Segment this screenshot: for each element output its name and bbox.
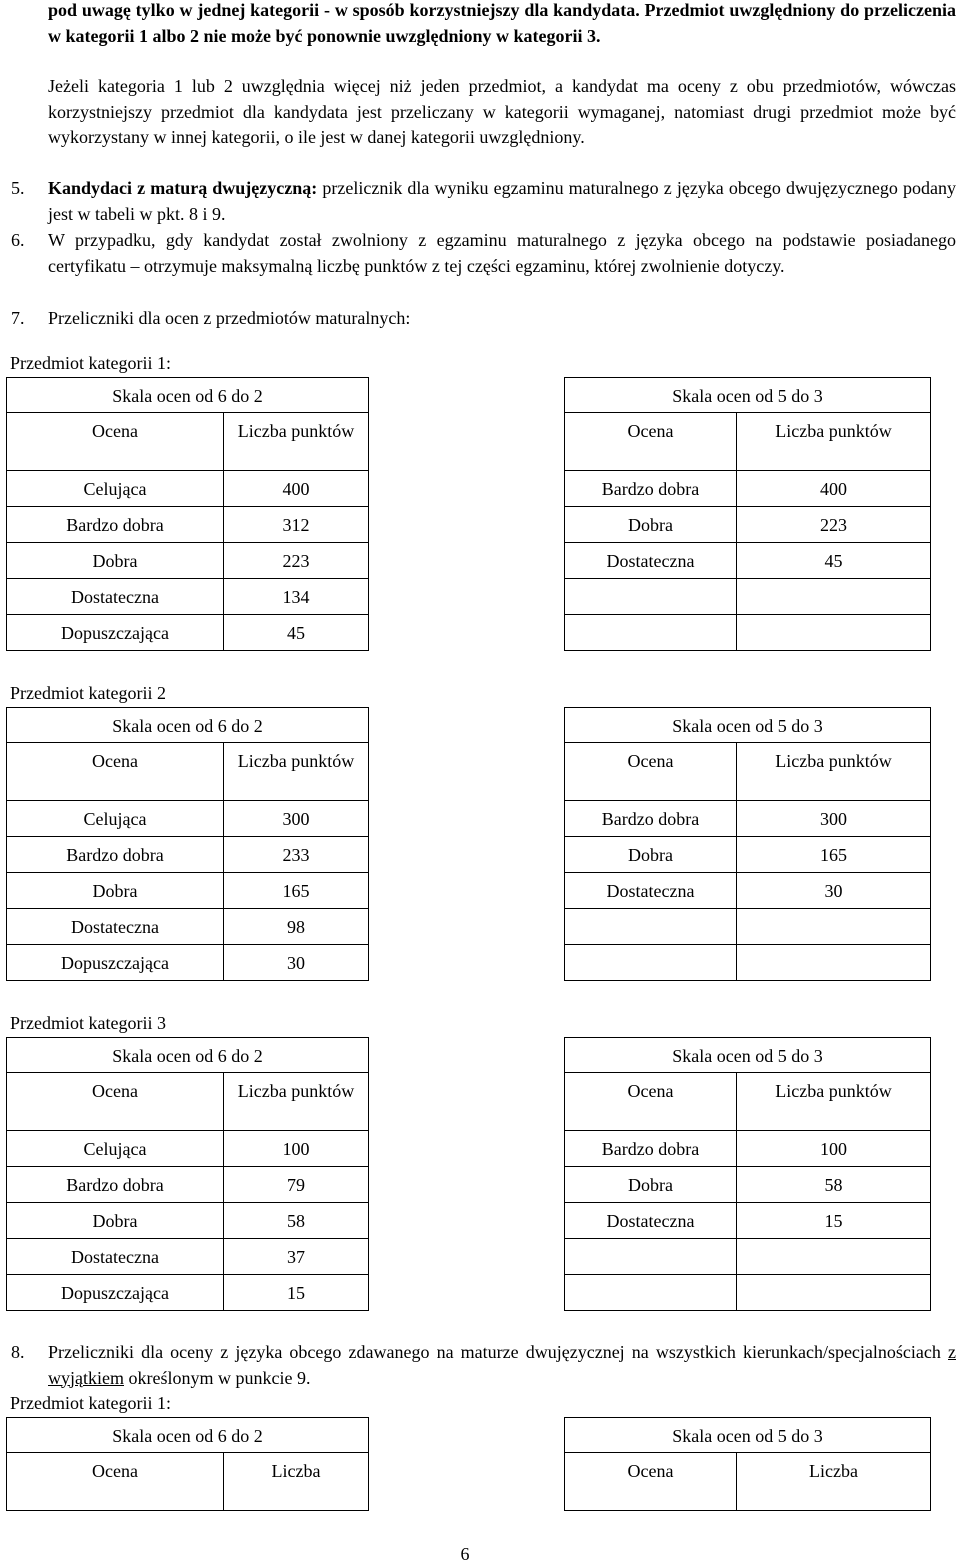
item-number: 6. [11,230,25,250]
paragraph-continuation: pod uwagę tylko w jednej kategorii - w sposób korzystniejszy dla kandydata. Przedmiot uwzględniony do przeliczenia w kategorii 1 albo 2 nie może być ponownie uwzględniony w kategorii 3. [48,0,956,46]
table-row: Dopuszczająca 45 [7,615,369,651]
grade-table-5-3 [564,1417,931,1511]
section-title: Przedmiot kategorii 3 [10,1013,166,1033]
section-title: Przedmiot kategorii 2 [10,683,166,703]
section-title: Przedmiot kategorii 1: [10,1393,171,1413]
column-header-points: Liczba [737,1453,931,1511]
table-row [565,1239,931,1275]
table-row: Dobra 58 [7,1203,369,1239]
column-header-points: Liczba punktów [224,1073,369,1131]
table-caption: Skala ocen od 6 do 2 [7,378,369,413]
table-row: Dobra 223 [565,507,931,543]
table-row: Dopuszczająca 15 [7,1275,369,1311]
table-row: Dobra 165 [565,837,931,873]
grade-table-6-2 [6,377,369,651]
paragraph-category-note: Jeżeli kategoria 1 lub 2 uwzględnia więcej niż jeden przedmiot, a kandydat ma oceny z obu przedmiotów, wówczas korzystniejszy przedmiot dla kandydata jest przeliczany w kategorii wymaganej, natomiast drugi przedmiot może być wykorzystany w innej kategorii, o ile jest w danej kategorii uwzględniony. [48,76,956,147]
table-row: Bardzo dobra 233 [7,837,369,873]
item-8: 8. Przeliczniki dla oceny z języka obcego zdawanego na maturze dwujęzycznej na wszystkich kierunkach/specjalnościach z wyjątkiem określonym w punkcie 9. [11,1342,956,1388]
table-row [565,1275,931,1311]
table-row: Bardzo dobra 312 [7,507,369,543]
column-header-points: Liczba punktów [737,413,931,471]
column-header-points: Liczba punktów [737,743,931,801]
grade-table-6-2 [6,1417,369,1511]
table-row [565,945,931,981]
table-caption: Skala ocen od 5 do 3 [565,378,931,413]
column-header-points: Liczba punktów [737,1073,931,1131]
column-header-grade: Ocena [7,1453,224,1511]
table-row [565,615,931,651]
item-7 [11,306,956,332]
table-row: Dostateczna 45 [565,543,931,579]
table-row: Dostateczna 15 [565,1203,931,1239]
column-header-grade: Ocena [7,743,224,801]
table-row: Dobra 223 [7,543,369,579]
column-header-points: Liczba [224,1453,369,1511]
item-number: 5. [11,178,25,198]
table-row: Bardzo dobra 400 [565,471,931,507]
table-row: Dobra 165 [7,873,369,909]
item-5-text: przelicznik dla wyniku egzaminu maturalnego z języka obcego dwujęzycznego podany jest w tabeli w pkt. 8 i 9. [48,178,956,224]
table-row: Dostateczna 30 [565,873,931,909]
table-row [565,579,931,615]
table-caption: Skala ocen od 6 do 2 [7,708,369,743]
table-row [565,909,931,945]
table-caption: Skala ocen od 5 do 3 [565,1418,931,1453]
item-number: 7. [11,308,25,328]
table-row: Celująca 400 [7,471,369,507]
column-header-points: Liczba punktów [224,413,369,471]
item-7-text: Przeliczniki dla ocen z przedmiotów maturalnych: [48,308,411,328]
column-header-grade: Ocena [565,1453,737,1511]
table-row: Dostateczna 37 [7,1239,369,1275]
table-row: Dopuszczająca 30 [7,945,369,981]
column-header-grade: Ocena [565,743,737,801]
underlined-exception: z wyjątkiem [48,1342,956,1388]
column-header-grade: Ocena [565,1073,737,1131]
table-caption: Skala ocen od 6 do 2 [7,1038,369,1073]
item-5 [11,176,956,227]
grade-table-5-3 [564,377,931,651]
column-header-points: Liczba punktów [224,743,369,801]
item-number: 8. [11,1342,25,1362]
page-number: 6 [460,1544,470,1564]
table-row: Celująca 300 [7,801,369,837]
table-row: Bardzo dobra 79 [7,1167,369,1203]
item-5-heading: Kandydaci z maturą dwujęzyczną: [48,178,318,198]
table-row: Dostateczna 98 [7,909,369,945]
grade-table-5-3 [564,707,931,981]
table-caption: Skala ocen od 5 do 3 [565,1038,931,1073]
grade-table-6-2 [6,707,369,981]
column-header-grade: Ocena [7,413,224,471]
grade-table-6-2 [6,1037,369,1311]
section-title: Przedmiot kategorii 1: [10,353,171,373]
table-caption: Skala ocen od 6 do 2 [7,1418,369,1453]
table-row: Dobra 58 [565,1167,931,1203]
table-caption: Skala ocen od 5 do 3 [565,708,931,743]
item-6-text: W przypadku, gdy kandydat został zwolniony z egzaminu maturalnego z języka obcego na podstawie posiadanego certyfikatu – otrzymuje maksymalną liczbę punktów z tej części egzaminu, której zwolnienie dotyczy. [48,230,956,276]
item-6 [11,228,956,279]
column-header-grade: Ocena [7,1073,224,1131]
table-row: Celująca 100 [7,1131,369,1167]
column-header-grade: Ocena [565,413,737,471]
grade-table-5-3 [564,1037,931,1311]
table-row: Bardzo dobra 300 [565,801,931,837]
table-row: Bardzo dobra 100 [565,1131,931,1167]
table-row: Dostateczna 134 [7,579,369,615]
